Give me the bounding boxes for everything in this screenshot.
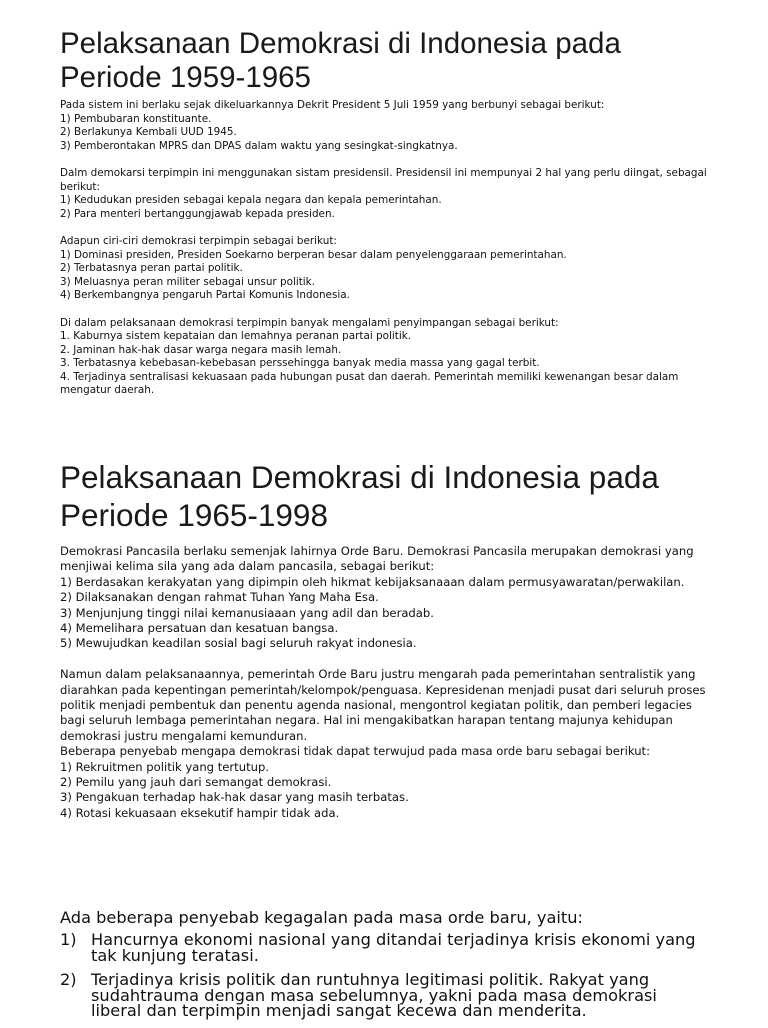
list-item: 1) Kedudukan presiden sebagai kepala negara dan kepala pemerintahan. <box>60 194 442 207</box>
lead-text: Ada beberapa penyebab kegagalan pada masa orde baru, yaitu: <box>60 908 583 927</box>
paragraph <box>60 235 708 303</box>
text-line: Dalm demokarsi terpimpin ini menggunakan sistam presidensil. Presidensil ini mempunyai 2 hal yang perlu diingat, sebagai berikut: <box>60 166 711 193</box>
list-item: 2) Dilaksanakan dengan rahmat Tuhan Yang Maha Esa. <box>60 590 379 605</box>
list-text: Terjadinya krisis politik dan runtuhnya legitimasi politik. Rakyat yang sudahtrauma dengan masa sebelumnya, yakni pada masa demokrasi liberal dan terpimpin menjadi sangat kecewa dan menderita. <box>91 970 657 1020</box>
list-number: 1) <box>60 930 77 949</box>
list-item <box>60 972 708 1019</box>
section-title: Pelaksanaan Demokrasi di Indonesia pada Periode 1959-1965 <box>60 27 621 94</box>
section-body <box>60 544 708 821</box>
list-item: 3) Pemberontakan MPRS dan DPAS dalam waktu yang sesingkat-singkatnya. <box>60 139 458 152</box>
section-title: Pelaksanaan Demokrasi di Indonesia pada Periode 1965-1998 <box>60 459 659 533</box>
list-item: 2) Pemilu yang jauh dari semangat demokrasi. <box>60 775 332 790</box>
paragraph-gap <box>60 221 708 235</box>
list-item: 1) Berdasakan kerakyatan yang dipimpin oleh hikmat kebijaksanaaan dalam permusyawaratan/perwakilan. <box>60 574 685 589</box>
list-item: 4) Memelihara persatuan dan kesatuan bangsa. <box>60 621 339 636</box>
text-line: Namun dalam pelaksanaannya, pemerintah Orde Baru justru mengarah pada pemerintahan sentralistik yang diarahkan pada kepentingan pemerintah/kelompok/penguasa. Kepresidenan menjadi pusat dari seluruh proses politik menjadi pembentuk dan penentu agenda nasional, mengontrol kegiatan politik, dan pemberi legacies bagi seluruh lembaga pemerintahan negara. Hal ini mengakibatkan harapan tentang majunya kehidupan demokrasi justru mengalami kemunduran. <box>60 667 710 743</box>
list-item: 2) Berlakunya Kembali UUD 1945. <box>60 126 237 139</box>
list-number: 2) <box>60 970 77 989</box>
paragraph-gap <box>60 652 708 667</box>
section-failure-causes <box>60 908 708 1028</box>
list-item: 1) Pembubaran konstituante. <box>60 112 212 125</box>
list-item: 3. Terbatasnya kebebasan-kebebasan perssehingga banyak media massa yang gagal terbit. <box>60 357 540 370</box>
list-item: 2) Para menteri bertanggungjawab kepada presiden. <box>60 207 335 220</box>
list-item: 3) Pengakuan terhadap hak-hak dasar yang masih terbatas. <box>60 790 409 805</box>
list-item: 3) Meluasnya peran militer sebagai unsur politik. <box>60 275 315 288</box>
list-item: 2) Terbatasnya peran partai politik. <box>60 262 243 275</box>
list-item <box>60 932 708 963</box>
text-line: Di dalam pelaksanaan demokrasi terpimpin banyak mengalami penyimpangan sebagai berikut: <box>60 316 559 329</box>
numbered-list <box>60 932 708 1019</box>
list-item: 4. Terjadinya sentralisasi kekuasaan pada hubungan pusat dan daerah. Pemerintah memiliki kewenangan besar dalam mengatur daerah. <box>60 370 682 397</box>
paragraph-gap <box>60 303 708 317</box>
paragraph <box>60 99 708 153</box>
list-item: 1) Rekruitmen politik yang tertutup. <box>60 759 270 774</box>
text-line: Pada sistem ini berlaku sejak dikeluarkannya Dekrit President 5 Juli 1959 yang berbunyi sebagai berikut: <box>60 99 605 111</box>
list-text: Hancurnya ekonomi nasional yang ditandai terjadinya krisis ekonomi yang tak kunjung teratasi. <box>91 930 696 965</box>
text-line: Adapun ciri-ciri demokrasi terpimpin sebagai berikut: <box>60 234 337 247</box>
text-line: Demokrasi Pancasila berlaku semenjak lahirnya Orde Baru. Demokrasi Pancasila merupakan demokrasi yang menjiwai kelima sila yang ada dalam pancasila, sebagai berikut: <box>60 544 698 574</box>
text-line: Beberapa penyebab mengapa demokrasi tidak dapat terwujud pada masa orde baru sebagai berikut: <box>60 744 651 759</box>
list-item: 3) Menjunjung tinggi nilai kemanusiaaan yang adil dan beradab. <box>60 605 434 620</box>
list-item: 1) Dominasi presiden, Presiden Soekarno berperan besar dalam penyelenggaraan pemerintahan. <box>60 248 567 261</box>
section-1959-1965 <box>60 27 711 398</box>
paragraph-gap <box>60 153 708 167</box>
list-item: 4) Berkembangnya pengaruh Partai Komunis Indonesia. <box>60 289 350 302</box>
section-1965-1998 <box>60 458 708 821</box>
paragraph <box>60 166 711 221</box>
section-body <box>60 99 711 398</box>
list-item: 2. Jaminan hak-hak dasar warga negara masih lemah. <box>60 343 342 356</box>
list-item: 4) Rotasi kekuasaan eksekutif hampir tidak ada. <box>60 805 340 820</box>
paragraph <box>60 667 708 821</box>
list-item: 5) Mewujudkan keadilan sosial bagi seluruh rakyat indonesia. <box>60 636 417 651</box>
list-item: 1. Kaburnya sistem kepataian dan lemahnya peranan partai politik. <box>60 330 412 343</box>
paragraph <box>60 544 708 652</box>
paragraph <box>60 317 708 399</box>
